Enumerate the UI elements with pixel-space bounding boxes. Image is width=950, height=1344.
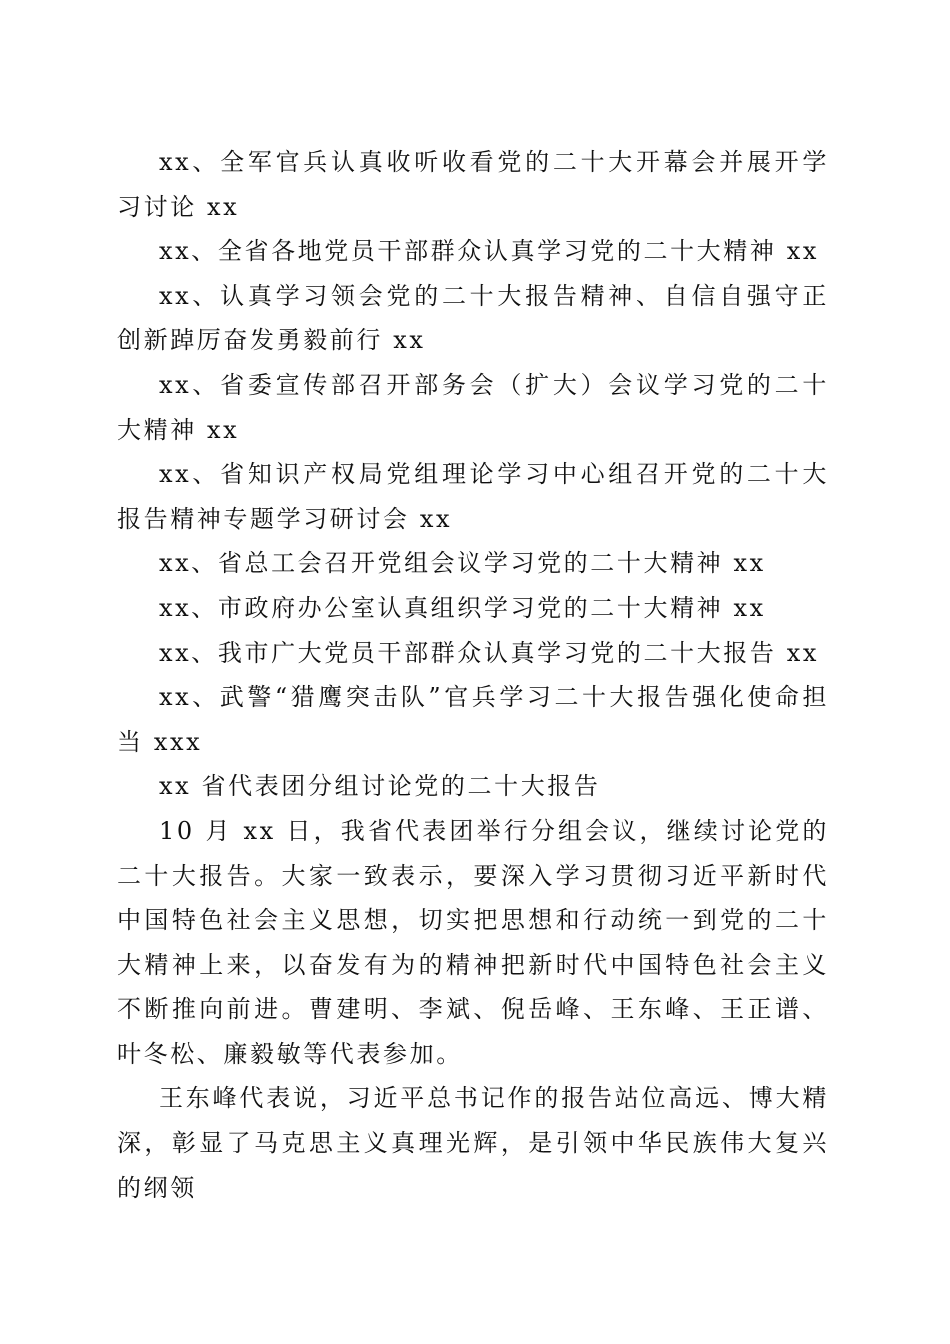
- article-paragraph: 10 月 xx 日，我省代表团举行分组会议，继续讨论党的二十大报告。大家一致表示，要深入学习贯彻习近平新时代中国特色社会主义思想，切实把思想和行动统一到党的二十大精神上来，以奋发有为的精神把新时代中国特色社会主义不断推向前进。曹建明、李斌、倪岳峰、王东峰、王正谱、叶冬松、廉毅敏等代表参加。: [117, 816, 829, 1068]
- headline-item: xx、省知识产权局党组理论学习中心组召开党的二十大报告精神专题学习研讨会 xx: [117, 460, 829, 533]
- headline-item: xx、认真学习领会党的二十大报告精神、自信自强守正创新踔厉奋发勇毅前行 xx: [117, 281, 829, 355]
- document-body: [117, 140, 829, 1210]
- headline-item: xx、省总工会召开党组会议学习党的二十大精神 xx: [159, 549, 766, 578]
- headline-item: xx、省委宣传部召开部务会（扩大）会议学习党的二十大精神 xx: [117, 370, 829, 444]
- headline-item: xx、我市广大党员干部群众认真学习党的二十大报告 xx: [159, 638, 819, 667]
- headline-item: xx、市政府办公室认真组织学习党的二十大精神 xx: [159, 593, 766, 622]
- headline-item: xx、武警“猎鹰突击队”官兵学习二十大报告强化使命担当 xxx: [117, 683, 829, 756]
- article-paragraph: 王东峰代表说，习近平总书记作的报告站位高远、博大精深，彰显了马克思主义真理光辉，是引领中华民族伟大复兴的纲领: [117, 1084, 829, 1202]
- headline-item: xx、全省各地党员干部群众认真学习党的二十大精神 xx: [159, 237, 819, 266]
- headline-item: xx、全军官兵认真收听收看党的二十大开幕会并展开学习讨论 xx: [117, 148, 829, 221]
- article-title: xx 省代表团分组讨论党的二十大报告: [159, 772, 601, 801]
